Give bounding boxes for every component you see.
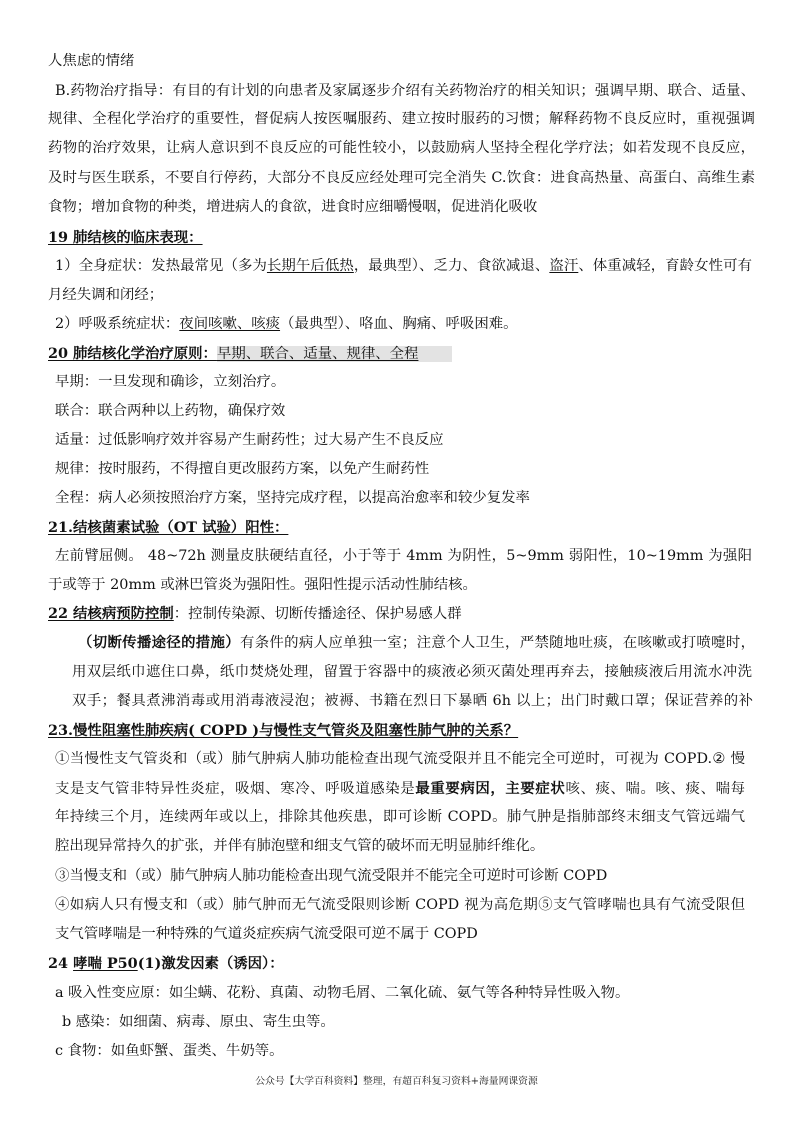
heading-text: 23.慢性阻塞性肺疾病( COPD )与慢性支气管炎及阻塞性肺气肿的关系？ bbox=[48, 722, 519, 739]
measures-label: （切断传播途径的措施） bbox=[78, 634, 240, 651]
principle-item: 全程：病人必须按照治疗方案，坚持完成疗程，以提高治愈率和较少复发率 bbox=[55, 490, 530, 506]
drug-guidance-line: 规律、全程化学治疗的重要性，督促病人按医嘱服药、建立按时服药的习惯；解释药物不良反应时，重视强调 bbox=[48, 111, 755, 127]
underlined-term: 盗汗 bbox=[549, 258, 579, 274]
principle-item: 早期：一旦发现和确诊，立刻治疗。 bbox=[55, 374, 286, 390]
trigger-item: c 食物：如鱼虾蟹、蛋类、牛奶等。 bbox=[55, 1043, 284, 1059]
heading-summary: ：控制传染源、切断传播途径、保护易感人群 bbox=[173, 606, 462, 622]
text-segment: 有条件的病人应单独一室；注意个人卫生，严禁随地吐痰，在咳嗽或打喷嚏时， bbox=[239, 635, 755, 651]
text-line: ①当慢性支气管炎和（或）肺气肿病人肺功能检查出现气流受限并且不能完全可逆时，可视为 COPD.② 慢 bbox=[55, 751, 745, 767]
text-segment: 支是支气管非特异性炎症，吸烟、寒冷、呼吸道感染是 bbox=[55, 781, 416, 797]
text-segment: （最典型）、咯血、胸痛、呼吸困难。 bbox=[280, 316, 518, 332]
page-footer: 公众号【大学百科资料】整理，有超百科复习资料+海量网课资源 bbox=[255, 1076, 538, 1087]
drug-guidance-line: B.药物治疗指导：有目的有计划的向患者及家属逐步介绍有关药物治疗的相关知识；强调早期、联合、适量、 bbox=[55, 83, 755, 99]
drug-guidance-line: 及时与医生联系，不要自行停药，大部分不良反应经处理可完全消失 C.饮食：进食高热量、高蛋白、高维生素 bbox=[48, 170, 755, 186]
text-segment: 、体重减轻，育龄女性可有 bbox=[578, 258, 752, 274]
principle-item: 适量：过低影响疗效并容易产生耐药性；过大易产生不良反应 bbox=[55, 432, 444, 448]
text-segment: 1）全身症状：发热最常见（多为 bbox=[55, 258, 267, 274]
underlined-term: 长期午后低热 bbox=[266, 258, 354, 274]
heading-rest: (1)激发因素（诱因）： bbox=[137, 955, 284, 972]
bold-term: 最重要病因，主要症状 bbox=[415, 780, 566, 797]
section-heading bbox=[48, 599, 648, 628]
text-segment: 咳、痰、喘。咳、痰、喘每 bbox=[565, 781, 745, 797]
highlighted-principles: 早期、联合、适量、规律、全程 bbox=[217, 346, 452, 362]
text-line bbox=[55, 774, 745, 803]
systemic-symptoms-line bbox=[55, 252, 752, 281]
heading-text: 22 结核病预防控制 bbox=[48, 605, 174, 622]
text-line: 腔出现异常持久的扩张，并伴有肺泡壁和细支气管的破坏而无明显肺纤维化。 bbox=[55, 838, 545, 854]
text-segment: ，最典型）、乏力、食欲减退、 bbox=[353, 258, 550, 274]
text-line: ④如病人只有慢支和（或）肺气肿而无气流受限则诊断 COPD 视为高危期⑤支气管哮喘也具有气流受限但 bbox=[55, 897, 745, 913]
heading-text: 19 肺结核的临床表现： bbox=[48, 229, 203, 246]
text-line: 支气管哮喘是一种特殊的气道炎症疾病气流受限可逆不属于 COPD bbox=[55, 926, 478, 942]
measures-line: 用双层纸巾遮住口鼻，纸巾焚烧处理，留置于容器中的痰液必须灭菌处理再弃去，接触痰液后用流水冲洗 bbox=[72, 664, 752, 680]
underlined-term: 夜间咳嗽、咳痰 bbox=[179, 316, 281, 332]
text-line: 于或等于 20mm 或淋巴管炎为强阳性。强阳性提示活动性肺结核。 bbox=[48, 577, 477, 593]
heading-text: 20 肺结核化学治疗原则： bbox=[48, 345, 217, 362]
text-line: ③当慢支和（或）肺气肿病人肺功能检查出现气流受限并不能完全可逆时可诊断 COPD bbox=[55, 868, 608, 884]
heading-number: 24 bbox=[48, 955, 74, 972]
drug-guidance-line: 食物；增加食物的种类，增进病人的食欲，进食时应细嚼慢咽，促进消化吸收 bbox=[48, 199, 538, 215]
measures-line bbox=[78, 628, 755, 657]
section-heading bbox=[48, 716, 748, 745]
section-heading bbox=[48, 513, 448, 542]
trigger-item: b 感染：如细菌、病毒、原虫、寄生虫等。 bbox=[62, 1014, 335, 1030]
section-heading bbox=[48, 223, 448, 252]
systemic-symptoms-continuation: 月经失调和闭经； bbox=[48, 287, 164, 303]
principle-item: 联合：联合两种以上药物，确保疗效 bbox=[55, 403, 286, 419]
trigger-item: a 吸入性变应原：如尘螨、花粉、真菌、动物毛屑、二氧化硫、氨气等各种特异性吸入物。 bbox=[55, 985, 630, 1001]
text-line: 年持续三个月，连续两年或以上，排除其他疾患，即可诊断 COPD。肺气肿是指肺部终末细支气管远端气 bbox=[55, 809, 745, 825]
drug-guidance-line: 药物的治疗效果，让病人意识到不良反应的可能性较小，以鼓励病人坚持全程化学疗法；如若发现不良反应， bbox=[48, 140, 755, 156]
heading-text: 21.结核菌素试验（OT 试验）阳性： bbox=[48, 519, 289, 536]
text-line: 左前臂屈侧。 48~72h 测量皮肤硬结直径，小于等于 4mm 为阴性，5~9mm 弱阳性，10~19mm 为强阳 bbox=[55, 548, 752, 564]
section-heading bbox=[48, 949, 448, 978]
principle-item: 规律：按时服药，不得擅自更改服药方案，以免产生耐药性 bbox=[55, 461, 430, 477]
measures-line: 双手；餐具煮沸消毒或用消毒液浸泡；被褥、书籍在烈日下暴晒 6h 以上；出门时戴口罩；保证营养的补 bbox=[72, 693, 753, 709]
section-heading bbox=[48, 339, 648, 368]
text-line: 人焦虑的情绪 bbox=[48, 53, 135, 69]
text-segment: 2）呼吸系统症状： bbox=[55, 316, 180, 332]
respiratory-symptoms-line bbox=[55, 310, 655, 339]
heading-text: 哮喘 P50 bbox=[73, 955, 138, 972]
